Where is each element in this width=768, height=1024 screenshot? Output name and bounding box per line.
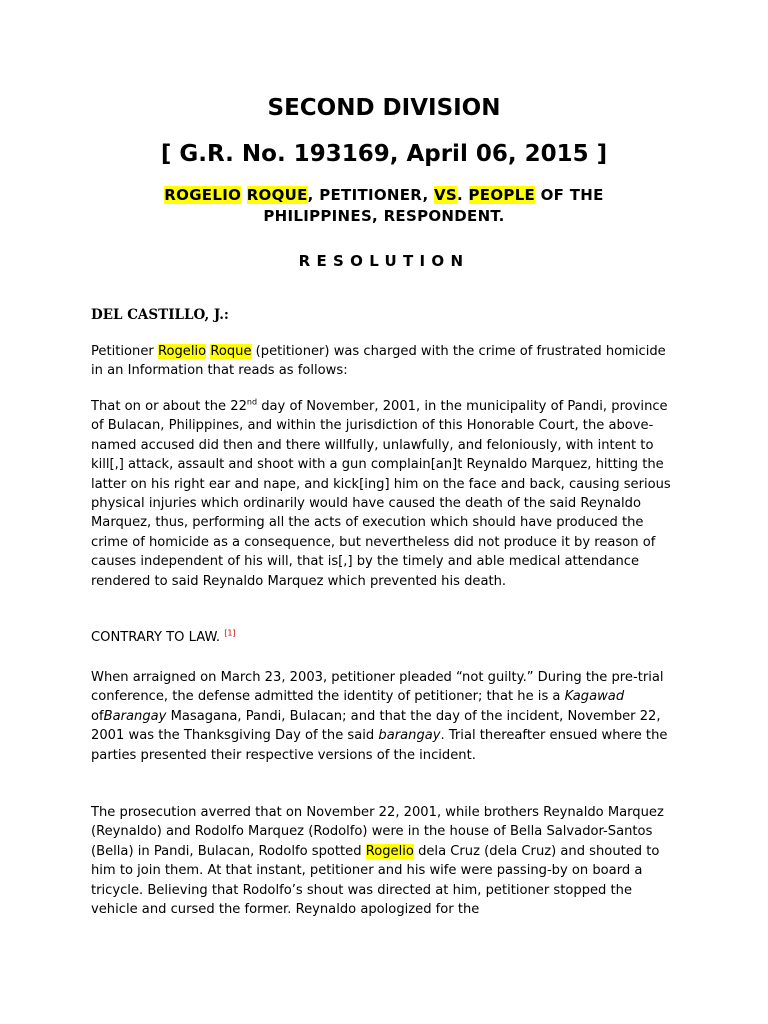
footnote-link-1[interactable]: [1] [224,628,236,638]
p4-barangay-2: barangay [378,728,441,744]
paragraph-arraignment [91,668,681,765]
versus-dot: . [456,186,463,204]
p1-text-b: (petitioner) was charged with the crime of frustrated homicide in an Information that reads as follows: [91,344,666,379]
highlight-rogelio: Rogelio [157,344,207,359]
highlight-petitioner-last: ROQUE [246,186,308,204]
p4-text-d: . Trial thereafter ensued where the parties presented their respective versions of the incident. [91,728,668,763]
p5-text-b: dela Cruz (dela Cruz) and shouted to him to join them. At that instant, petitioner and his wife were passing-by on board a tricycle. Believing that Rodolfo’s shout was directed at him, petitioner stopped the vehicle and cursed the former. Reynaldo apologized for the [91,843,660,918]
p2-ordinal: nd [246,397,258,407]
respondent-rest: OF THE [535,186,604,204]
petitioner-role: , PETITIONER, [307,186,434,204]
paragraph-1 [91,342,681,381]
p1-text-a: Petitioner [91,344,158,359]
respondent-line2: PHILIPPINES, RESPONDENT. [263,207,505,225]
p3-text: CONTRARY TO LAW. [91,630,225,645]
p4-text-a: When arraigned on March 23, 2003, petitioner pleaded “not guilty.” During the pre-trial conference, the defense admitted the identity of petitioner; that he is a [91,670,664,705]
p2-text-a: That on or about the 22 [91,399,247,414]
p4-text-c: Masagana, Pandi, Bulacan; and that the day of the incident, November 22, 2001 was the Thanksgiving Day of the said [91,708,661,744]
paragraph-information [91,397,681,591]
document-type: RESOLUTION [298,252,470,270]
p5-text-a: The prosecution averred that on November 22, 2001, while brothers Reynaldo Marquez (Reynaldo) and Rodolfo Marquez (Rodolfo) were in the house of Bella Salvador-Santos (Bella) in Pandi, Bulacan, Rodolfo spotted [91,805,664,859]
p4-barangay: Barangay [103,708,167,724]
ponente: DEL CASTILLO, J.: [91,307,229,323]
case-number: [ G.R. No. 193169, April 06, 2015 ] [160,141,608,167]
highlight-roque: Roque [210,344,252,359]
case-parties [0,185,768,227]
paragraph-prosecution [91,803,681,919]
p4-text-b: of [91,708,104,724]
highlight-respondent: PEOPLE [468,186,536,204]
highlight-versus: VS [433,186,457,204]
division-heading: SECOND DIVISION [267,95,501,121]
highlight-rogelio-2: Rogelio [365,843,414,859]
p2-text-b: day of November, 2001, in the municipality of Pandi, province of Bulacan, Philippines, and within the jurisdiction of this Honorable Court, the above-named accused did then and there willfully, unlawfully, and feloniously, with intent to kill[,] attack, assault and shoot with a gun complain[an]t Reynaldo Marquez, hitting the latter on his right ear and nape, and kick[ing] him on the face and back, causing serious physical injuries which ordinarily would have caused the death of the said Reynaldo Marquez, thus, performing all the acts of execution which should have produced the crime of homicide as a consequence, but nevertheless did not produce it by reason of causes independent of his will, that is[,] by the timely and able medical attendance rendered to said Reynaldo Marquez which prevented his death. [91,399,671,589]
paragraph-contrary [91,628,681,647]
p4-kagawad: Kagawad [564,689,625,705]
highlight-petitioner-first: ROGELIO [164,186,242,204]
